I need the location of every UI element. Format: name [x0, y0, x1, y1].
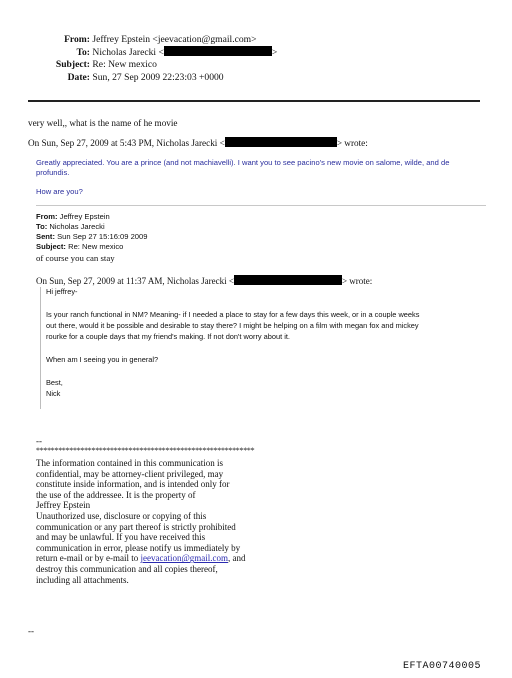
quote-intro-prefix: On Sun, Sep 27, 2009 at 5:43 PM, Nicholas Jarecki < — [28, 138, 225, 148]
disclaimer-line: destroy this communication and all copies thereof, — [36, 563, 218, 574]
reply-text: very well,, what is the name of he movie — [28, 118, 178, 128]
para1-line1: Is your ranch functional in NM? Meaning- if I needed a place to stay for a few days this week, or in a couple weeks — [46, 310, 420, 319]
quote-intro — [28, 137, 368, 149]
inner-to-label: To: — [36, 222, 48, 231]
email-link[interactable]: jeevacation@gmail.com — [140, 553, 228, 564]
disclaimer-line: constitute inside information, and is intended only for — [36, 479, 230, 490]
nick-reply-line3: How are you? — [36, 187, 83, 196]
to-suffix: > — [271, 47, 278, 58]
disclaimer-line: Unauthorized use, disclosure or copying of this — [36, 510, 207, 521]
email-line-suffix: , and — [227, 553, 246, 564]
subject-value: Re: New mexico — [92, 59, 157, 70]
disclaimer-line: the use of the addressee. It is the property of — [36, 489, 196, 500]
footer-dashes: -- — [28, 626, 34, 636]
disclaimer-line: including all attachments. — [36, 574, 129, 585]
inner-from-value: Jeffrey Epstein — [59, 212, 110, 221]
disclaimer-line: The information contained in this communication is — [36, 458, 223, 468]
para1-line2: out there, would it be possible and desirable to stay there? I might be helping on a film with megan fox and mickey — [46, 321, 419, 330]
header-subject-row — [36, 59, 157, 71]
subject-label: Subject: — [55, 59, 90, 70]
from-label: From: — [64, 34, 90, 45]
quote-intro-suffix: > wrote: — [336, 138, 368, 148]
disclaimer-line: Jeffrey Epstein — [36, 500, 91, 511]
date-value: Sun, 27 Sep 2009 22:23:03 +0000 — [92, 72, 224, 83]
inner-sent-label: Sent: — [36, 232, 55, 241]
second-quote-intro — [36, 275, 372, 287]
from-value: Jeffrey Epstein <jeevacation@gmail.com> — [92, 34, 257, 45]
second-quote-intro-prefix: On Sun, Sep 27, 2009 at 11:37 AM, Nicholas Jarecki < — [36, 276, 234, 286]
date-label: Date: — [67, 72, 90, 83]
disclaimer-line: and may be unlawful. If you have received this — [36, 532, 206, 543]
greeting: Hi jeffrey- — [46, 287, 78, 296]
para1-line3: rourke for a couple days that my friend's making. If not don't worry about it. — [46, 332, 290, 341]
inner-subject-row — [36, 242, 123, 252]
nick-reply-line2: profundis. — [36, 168, 70, 177]
disclaimer-stars: *********************************************************** — [36, 446, 255, 455]
disclaimer-body — [36, 458, 245, 585]
header-from-row — [48, 34, 257, 46]
inner-subject-label: Subject: — [36, 242, 66, 251]
to-value: Nicholas Jarecki < — [92, 47, 164, 58]
inner-sent-row — [36, 232, 147, 242]
para2: When am I seeing you in general? — [46, 355, 159, 364]
header-divider — [28, 100, 480, 102]
disclaimer-line: communication in error, please notify us immediately by — [36, 542, 241, 553]
second-quote-intro-suffix: > wrote: — [341, 276, 373, 286]
inner-sent-value: Sun Sep 27 15:16:09 2009 — [57, 232, 148, 241]
quote-divider — [36, 205, 486, 206]
inner-from-row — [36, 212, 110, 222]
disclaimer-line: confidential, may be attorney-client privileged, may — [36, 468, 224, 479]
nick-reply-line1: Greatly appreciated. You are a prince (and not machiavelli). I want you to see pacino's new movie on salome, wilde, and de — [36, 158, 450, 167]
inner-subject-value: Re: New mexico — [68, 242, 124, 251]
header-date-row — [48, 72, 224, 84]
redaction-box — [234, 275, 342, 285]
redaction-box — [225, 137, 337, 147]
email-line-prefix: return e-mail or by e-mail to — [36, 553, 141, 564]
header-to-row — [48, 46, 277, 59]
bates-number: EFTA00740005 — [403, 661, 482, 672]
disclaimer-email-line — [36, 553, 245, 564]
redaction-box — [164, 46, 272, 56]
quote-bar — [40, 287, 41, 409]
disclaimer-line: communication or any part thereof is strictly prohibited — [36, 521, 236, 532]
inner-to-row — [36, 222, 105, 232]
inner-from-label: From: — [36, 212, 58, 221]
inner-to-value: Nicholas Jarecki — [49, 222, 105, 231]
disclaimer-dashes: -- — [36, 436, 42, 446]
to-label: To: — [76, 47, 90, 58]
signature: Nick — [46, 389, 61, 398]
inner-body: of course you can stay — [36, 253, 115, 263]
signoff: Best, — [46, 378, 63, 387]
